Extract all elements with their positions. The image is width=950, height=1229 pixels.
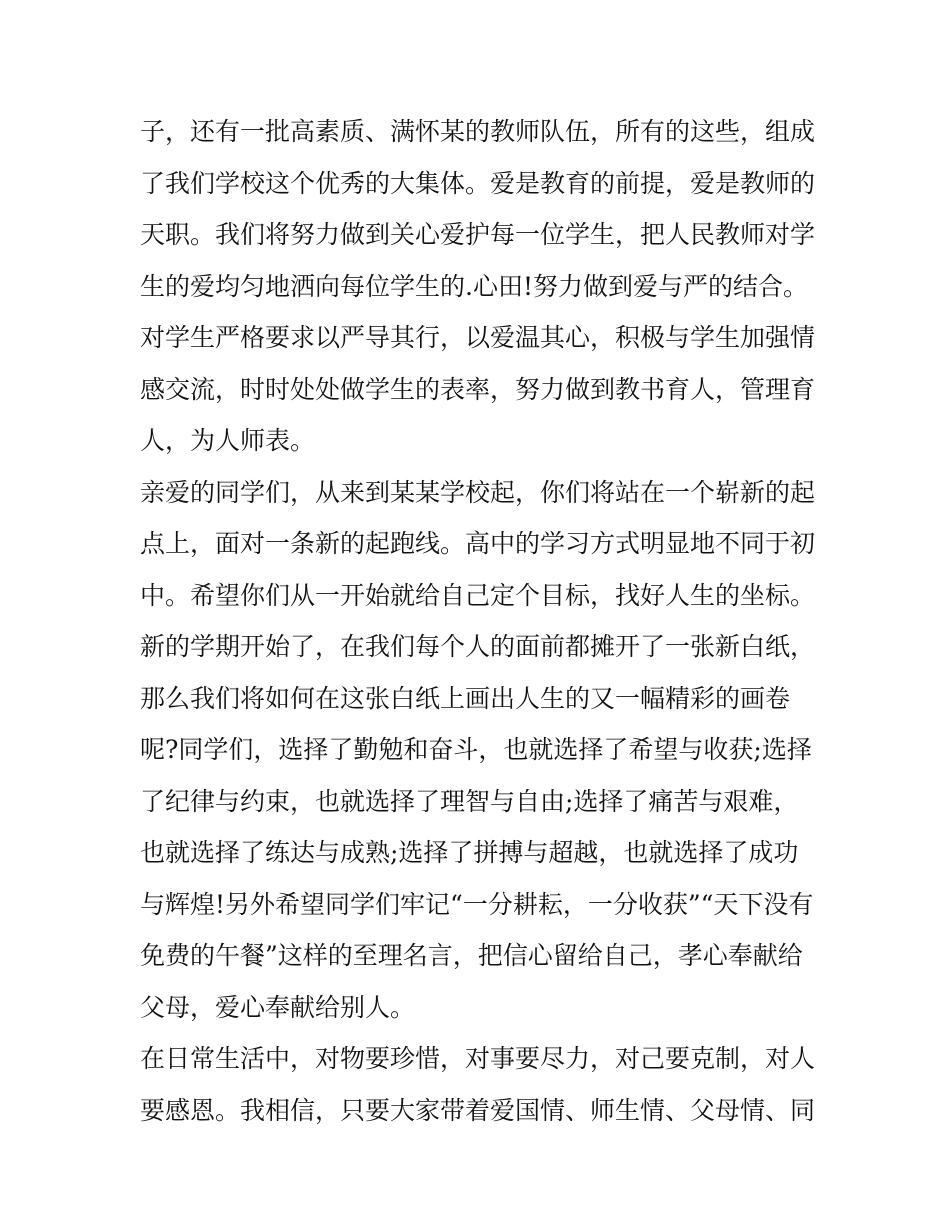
text-line: 要感恩。我相信，只要大家带着爱国情、师生情、父母情、同 <box>140 1095 816 1125</box>
text-line: 中。希望你们从一开始就给自己定个目标，找好人生的坐标。 <box>140 580 816 610</box>
text-line: 那么我们将如何在这张白纸上画出人生的又一幅精彩的画卷 <box>140 683 791 713</box>
text-line: 新的学期开始了，在我们每个人的面前都摊开了一张新白纸， <box>140 632 816 661</box>
text-line: 感交流，时时处处做学生的表率，努力做到教书育人，管理育 <box>140 374 816 404</box>
text-line: 子，还有一批高素质、满怀某的教师队伍，所有的这些，组成 <box>140 117 816 146</box>
text-line: 了我们学校这个优秀的大集体。爱是教育的前提，爱是教师的 <box>140 168 816 198</box>
text-line: 点上，面对一条新的起跑线。高中的学习方式明显地不同于初 <box>140 529 816 558</box>
text-line: 人，为人师表。 <box>140 426 316 455</box>
text-line: 亲爱的同学们，从来到某某学校起，你们将站在一个崭新的起 <box>140 477 816 507</box>
text-line: 父母，爱心奉献给别人。 <box>140 992 416 1022</box>
text-line: 对学生严格要求以严导其行，以爱温其心，积极与学生加强情 <box>140 323 816 352</box>
body-text <box>140 106 820 1136</box>
text-line: 生的爱均匀地洒向每位学生的.心田!努力做到爱与严的结合。 <box>140 271 808 301</box>
text-line: 与辉煌!另外希望同学们牢记“一分耕耘，一分收获”“天下没有 <box>140 889 814 919</box>
text-line: 免费的午餐”这样的至理名言，把信心留给自己，孝心奉献给 <box>140 941 803 970</box>
text-line: 也就选择了练达与成熟;选择了拼搏与超越，也就选择了成功 <box>140 838 799 867</box>
text-line: 了纪律与约束，也就选择了理智与自由;选择了痛苦与艰难， <box>140 786 799 816</box>
text-line: 呢?同学们，选择了勤勉和奋斗，也就选择了希望与收获;选择 <box>140 735 812 764</box>
text-line: 在日常生活中，对物要珍惜，对事要尽力，对己要克制，对人 <box>140 1044 816 1073</box>
text-line: 天职。我们将努力做到关心爱护每一位学生，把人民教师对学 <box>140 220 816 249</box>
